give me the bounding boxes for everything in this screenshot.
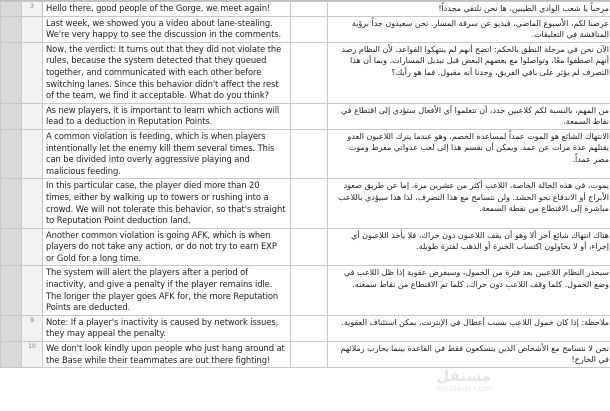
empty-cell[interactable] [291,266,328,315]
arabic-cell[interactable]: ملاحظة: إذا كان خمول اللاعب بسبب أعطال في الإنترنت، يمكن استئناف العقوبة. [328,315,610,341]
english-cell[interactable]: Now, the verdict: It turns out that they did not violate the rules, because the system detected that they queued together, and communicated with each other before switching lanes. Since this behavior didn't affect the rest of the team, we find it acceptable. What do you think? [43,42,291,103]
row-number [22,103,43,129]
arabic-cell[interactable]: نحن لا نتسامح مع الأشخاص الذين يتسكعون فقط في القاعدة بينما يحارب زملائهم في الخارج! [328,342,610,368]
arabic-cell[interactable]: الآن نحن في مرحلة النطق بالحكم: اتضح أنهم لم ينتهكوا القواعد، لأن النظام رصد أنهم اصطفوا معًا، وتواصلوا مع بعضهم البعض قبل تبديل المسارات. وبما أن هذا التصرف لم يؤثر على باقي الفريق، وجدنا أنه مقبول. فما هو رأيك؟ [328,42,610,103]
empty-cell[interactable] [291,342,328,368]
english-cell[interactable]: Another common violation is going AFK, which is when players do not take any action, or do not try to earn EXP or Gold for a long time. [43,228,291,266]
english-cell[interactable]: We don't look kindly upon people who just hang around at the Base while their teammates are out there fighting! [43,342,291,368]
empty-cell[interactable] [291,228,328,266]
row-marker[interactable] [1,42,22,103]
english-cell[interactable]: Hello there, good people of the Gorge, we meet again! [43,2,291,17]
empty-cell[interactable] [291,2,328,17]
arabic-cell[interactable]: عرضنا لكم، الأسبوع الماضي، فيديو عن سرقة المسار. نحن سعيدون جداً برؤية المناقشة في التعليقات. [328,16,610,42]
arabic-cell[interactable]: مرحباً يا شعب الوادي الطيبين، ها نحن نلتقي مجدداً! [328,2,610,17]
row-marker[interactable] [1,2,22,17]
watermark-url: mostaql.com [435,384,492,393]
row-number: 9 [22,315,43,341]
watermark [435,369,492,393]
translation-table [0,1,610,368]
arabic-cell[interactable]: هناك انتهاك شائع آخر ألا وهو أن يقف اللاعبون دون حراك، فلا يأخذ اللاعبون أي إجراء، أو لا يحاولون اكتساب الخبرة أو الذهب لفترة طويلة. [328,228,610,266]
english-cell[interactable]: As new players, it is important to learn which actions will lead to a deduction in Reputation Points. [43,103,291,129]
row-number [22,42,43,103]
empty-cell[interactable] [291,42,328,103]
watermark-arabic: مستقل [435,369,492,384]
row-marker[interactable] [1,179,22,228]
table-row[interactable] [1,179,610,228]
table-row[interactable] [1,2,610,17]
table-row[interactable] [1,42,610,103]
arabic-cell[interactable]: يموت، في هذه الحالة الخاصة، اللاعب أكثر من عشرين مرة، إما عن طريق صعود الأبراج أو الاندفاع نحو الحشد. ولن نتسامح مع هذا التصرف، لذا هذا سيؤدي باللاعب مباشرة إلى الاقتطاع من نقطة السمعة. [328,179,610,228]
english-cell[interactable]: Last week, we showed you a video about lane-stealing. We're very happy to see the discussion in the comments. [43,16,291,42]
table-row[interactable] [1,228,610,266]
table-row[interactable] [1,266,610,315]
empty-cell[interactable] [291,179,328,228]
table-row[interactable] [1,342,610,368]
row-number [22,266,43,315]
row-marker[interactable] [1,266,22,315]
table-row[interactable] [1,16,610,42]
row-number [22,129,43,178]
english-cell[interactable]: A common violation is feeding, which is when players intentionally let the enemy kill them several times. This can be divided into overly aggressive playing and malicious feeding. [43,129,291,178]
empty-cell[interactable] [291,103,328,129]
row-number: 10 [22,342,43,368]
arabic-cell[interactable]: سيحذر النظام اللاعبين بعد فترة من الخمول، وسيفرض عقوبة إذا ظل اللاعب في وضع الخمول. كلما وقف اللاعب دون حراك، كلما تم الاقتطاع من نقاط سمعته. [328,266,610,315]
empty-cell[interactable] [291,315,328,341]
row-marker[interactable] [1,16,22,42]
english-cell[interactable]: In this particular case, the player died more than 20 times, either by walking up to towers or rushing into a crowd. We will not tolerate this behavior, so that's straight to Reputation Point deduction land. [43,179,291,228]
row-marker[interactable] [1,129,22,178]
arabic-cell[interactable]: الانتهاك الشائع هو الموت عمداً لمساعدة الخصم، وهو عندما يترك اللاعبون العدو يقتلهم عدة مرات عن عمد. ويمكن أن نقسم هذا إلى لعب عدواني مفرط وموت مضر عمداً. [328,129,610,178]
row-number [22,179,43,228]
empty-cell[interactable] [291,129,328,178]
empty-cell[interactable] [291,16,328,42]
row-number: 3 [22,2,43,17]
table-row[interactable] [1,103,610,129]
row-marker[interactable] [1,315,22,341]
row-number [22,16,43,42]
row-marker[interactable] [1,342,22,368]
row-marker[interactable] [1,103,22,129]
table-row[interactable] [1,129,610,178]
english-cell[interactable]: The system will alert the players after a period of inactivity, and give a penalty if the player remains idle. The longer the player goes AFK for, the more Reputation Points are deducted. [43,266,291,315]
english-cell[interactable]: Note: If a player's inactivity is caused by network issues, they may appeal the penalty. [43,315,291,341]
row-number [22,228,43,266]
arabic-cell[interactable]: من المهم، بالنسبة لكم كلاعبين جدد، أن تتعلموا أي الأفعال ستؤدي إلى اقتطاع في نقاط السمعة. [328,103,610,129]
row-marker[interactable] [1,228,22,266]
table-row[interactable] [1,315,610,341]
